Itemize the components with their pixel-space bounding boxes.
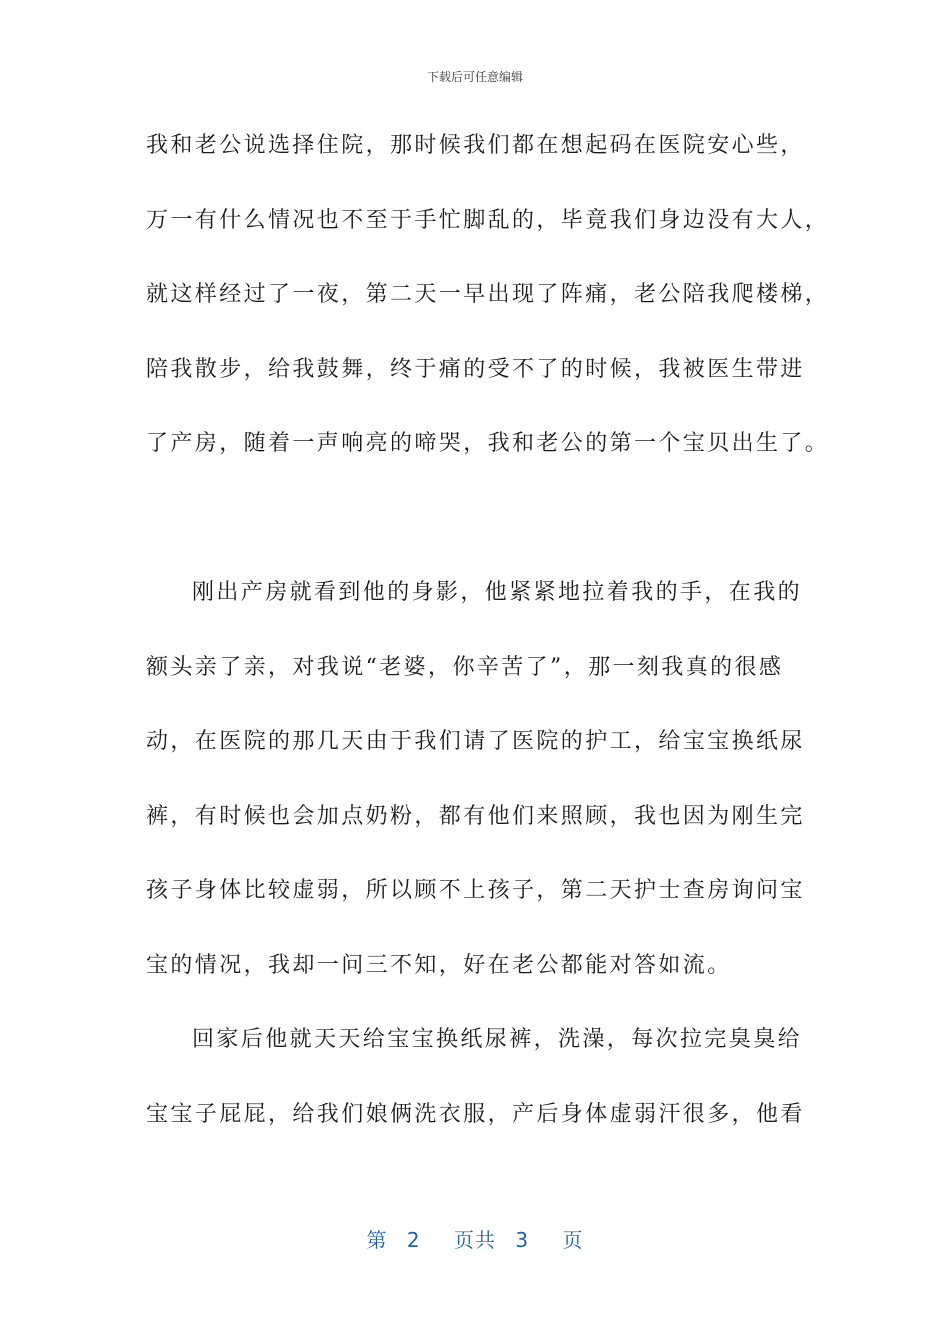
paragraph-1-line-4: 陪我散步，给我鼓舞，终于痛的受不了的时候，我被医生带进 — [146, 357, 805, 382]
paragraph-2-line-3: 动，在医院的那几天由于我们请了医院的护工，给宝宝换纸尿 — [146, 729, 805, 754]
paragraph-3-line-1: 回家后他就天天给宝宝换纸尿裤，洗澡，每次拉完臭臭给 — [192, 1027, 803, 1052]
page-footer — [0, 1224, 950, 1253]
paragraph-2-line-4: 裤，有时候也会加点奶粉，都有他们来照顾，我也因为刚生完 — [146, 804, 805, 829]
footer-middle: 页共 — [454, 1228, 496, 1252]
paragraph-1-line-1: 我和老公说选择住院，那时候我们都在想起码在医院安心些， — [146, 133, 805, 158]
paragraph-2-line-2: 额头亲了亲，对我说“老婆，你辛苦了”，那一刻我真的很感 — [146, 655, 784, 680]
header-note: 下载后可任意编辑 — [426, 70, 523, 84]
paragraph-1-line-2: 万一有什么情况也不至于手忙脚乱的，毕竟我们身边没有大人， — [146, 208, 830, 233]
paragraph-1-line-3: 就这样经过了一夜，第二天一早出现了阵痛，老公陪我爬楼梯， — [146, 282, 830, 307]
paragraph-2-line-6: 宝的情况，我却一问三不知，好在老公都能对答如流。 — [146, 953, 732, 978]
paragraph-3-line-2: 宝宝子屁屁，给我们娘俩洗衣服，产后身体虚弱汗很多，他看 — [146, 1102, 805, 1127]
paragraph-1-line-5: 了产房，随着一声响亮的啼哭，我和老公的第一个宝贝出生了。 — [146, 431, 830, 456]
paragraph-2-line-5: 孩子身体比较虚弱，所以顾不上孩子，第二天护士查房询问宝 — [146, 878, 805, 903]
paragraph-2-line-1: 刚出产房就看到他的身影，他紧紧地拉着我的手，在我的 — [192, 580, 803, 605]
footer-current-page: 2 — [406, 1228, 421, 1252]
footer-suffix: 页 — [562, 1228, 584, 1252]
footer-prefix: 第 — [366, 1228, 388, 1252]
footer-total-pages: 3 — [515, 1228, 530, 1252]
